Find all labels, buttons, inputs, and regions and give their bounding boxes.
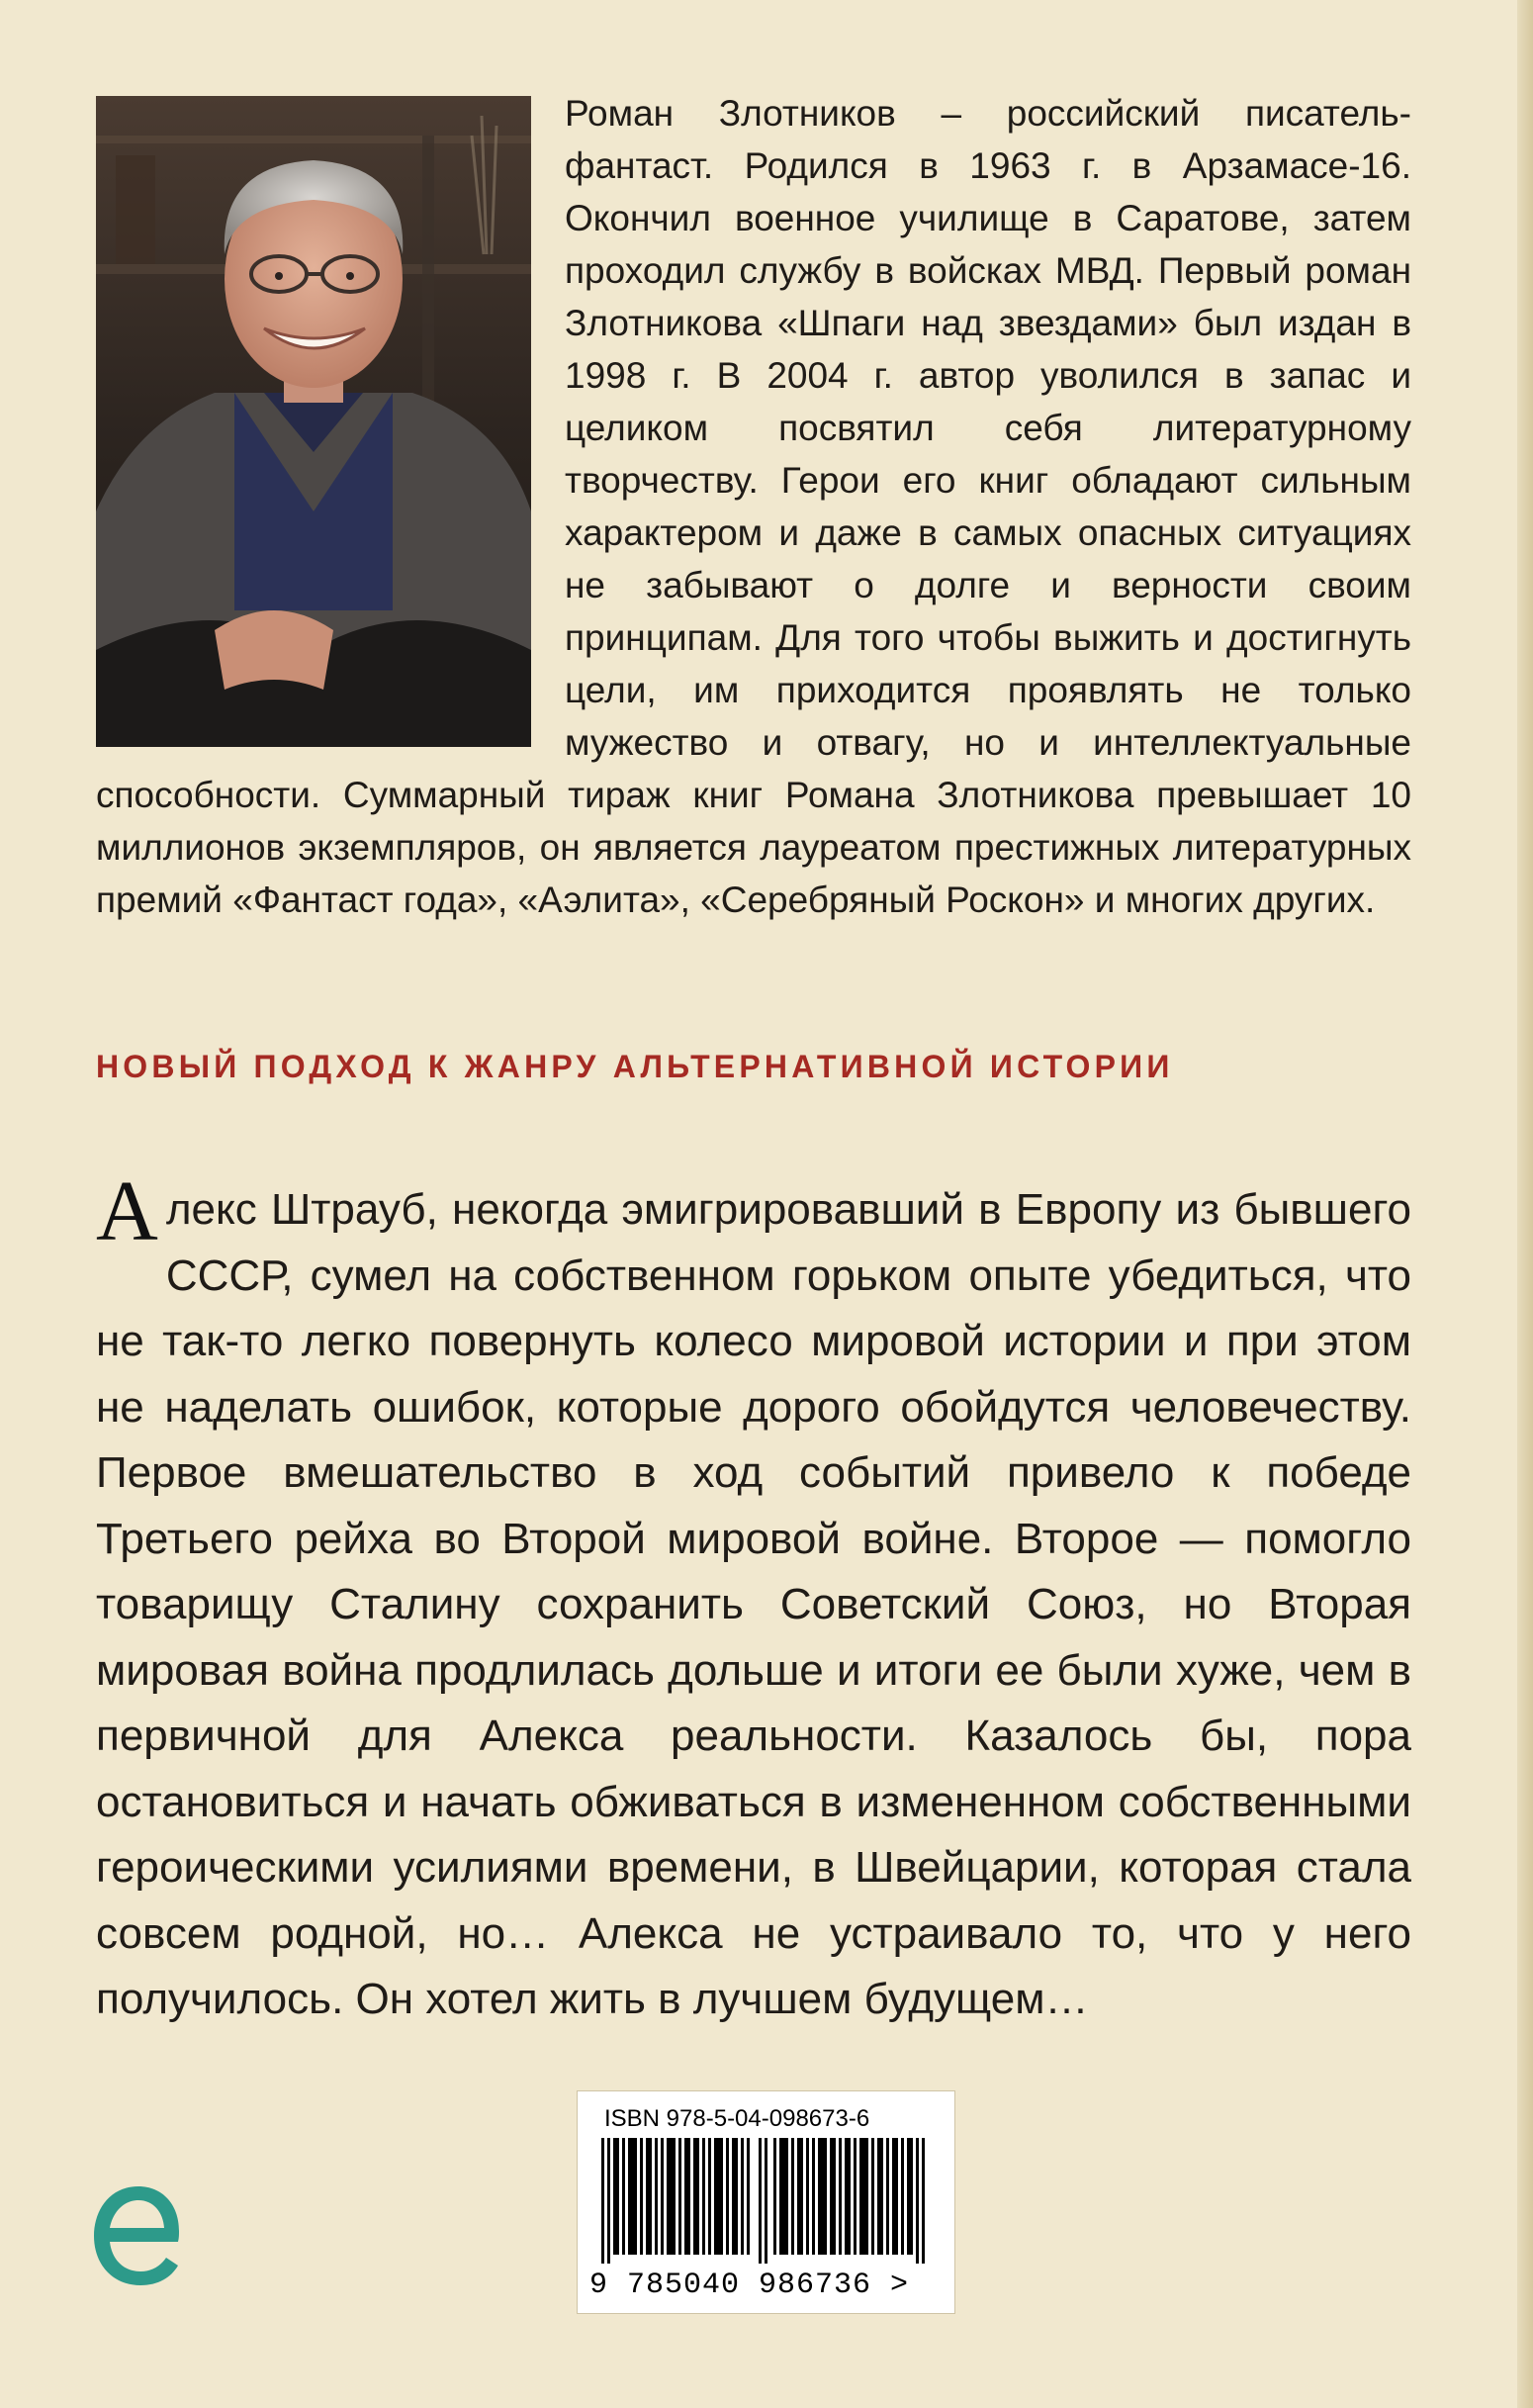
drop-cap: А (96, 1162, 158, 1258)
book-summary-text: лекс Штрауб, некогда эмигрировавший в Европу из бывшего СССР, сумел на собственном горьком опыте убедиться, что не так-то легко повернуть колесо мировой истории и при этом не наделать ошибок, которые дорого обойдутся человечеству. Первое вмешательство в ход событий привело к победе Третьего рейха во Второй мировой войне. Второе — помогло товарищу Сталину сохранить Советский Союз, но Вторая мировая война продлилась дольше и итоги ее были хуже, чем в первичной для Алекса реальности. Казалось бы, пора остановиться и начать обживаться в измененном собственными героическими усилиями времени, в Швейцарии, которая стала совсем родной, но… Алекса не устраивало то, что у него получилось. Он хотел жить в лучшем будущем… (96, 1185, 1411, 2023)
author-portrait (96, 96, 531, 747)
barcode-bars (601, 2138, 928, 2264)
author-bio-text: Роман Злотников – российский писатель-фантаст. Родился в 1963 г. в Арзамасе-16. Окончил военное училище в Саратове, затем проходил службу в войсках МВД. Первый роман Злотникова «Шпаги над звездами» был издан в 1998 г. В 2004 г. автор уволился в запас и целиком посвятил себя литературному творчеству. Герои его книг обладают сильным характером и даже в самых опасных ситуациях не забывают о долге и верности своим принципам. Для того чтобы выжить и достигнуть цели, им приходится проявлять не только мужество и отвагу, но и интеллектуальные способности. Суммарный тираж книг Романа Злотникова превышает 10 миллионов экземпляров, он является лауреатом престижных литературных премий «Фантаст года», «Аэлита», «Серебряный Роскон» и многих других. (96, 93, 1411, 920)
book-summary (96, 1162, 1411, 2033)
section-heading: НОВЫЙ ПОДХОД К ЖАНРУ АЛЬТЕРНАТИВНОЙ ИСТОРИИ (96, 1049, 1174, 1084)
barcode-box (577, 2090, 955, 2314)
author-photo (96, 96, 531, 747)
barcode-digits: 9 785040 986736 > (589, 2269, 910, 2302)
isbn-number: ISBN 978-5-04-098673-6 (604, 2105, 870, 2132)
eksmo-logo-icon (79, 2167, 188, 2305)
cover-edge-strip (1517, 0, 1533, 2408)
